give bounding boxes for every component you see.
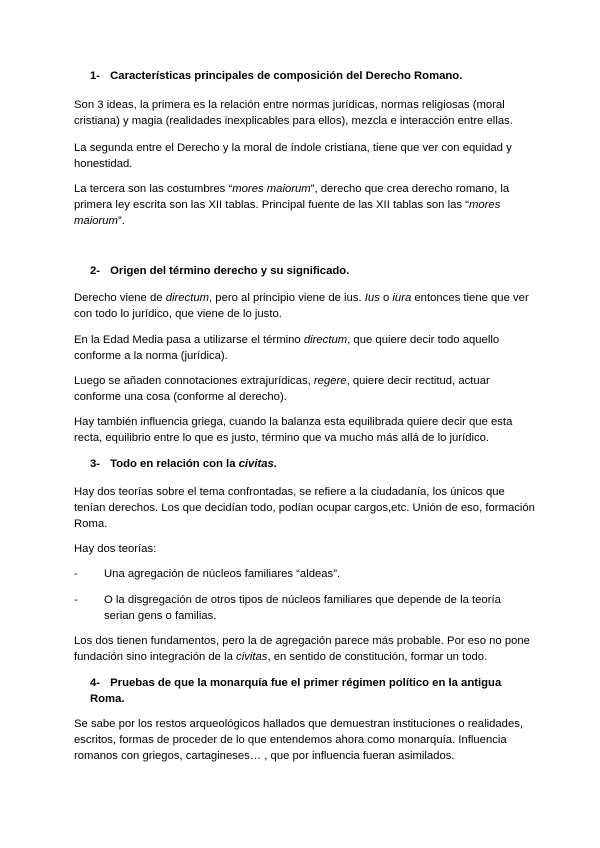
section-2-heading (90, 263, 530, 279)
bullet-dash: - (74, 594, 78, 606)
paragraph: Hay dos teorías sobre el tema confrontadas, se refiere a la ciudadanía, los únicos que tenían derechos. Los que decidían todo, podían ocupar cargos,etc. Unión de eso, formación Roma. (74, 486, 535, 530)
paragraph: Los dos tienen fundamentos, pero la de agregación parece más probable. Por eso no pone fundación sino integración de la civitas, en sentido de constitución, formar un todo. (74, 635, 530, 663)
section-4-heading (90, 675, 510, 707)
latin-term: Ius (364, 292, 380, 304)
paragraph: Hay dos teorías: (74, 543, 157, 555)
paragraph: Hay también influencia griega, cuando la balanza esta equilibrada quiere decir que esta recta, equilibrio entre lo que es justo, término que va mucho más allá de lo jurídico. (74, 416, 513, 444)
section-2-title: Origen del término derecho y su significado. (110, 265, 350, 277)
latin-term: mores maiorum (74, 199, 501, 227)
latin-term: mores maiorum (232, 183, 311, 195)
paragraph: Luego se añaden connotaciones extrajurídicas, regere, quiere decir rectitud, actuar conforme una cosa (conforme al derecho). (74, 375, 490, 403)
section-4-number: 4- (90, 677, 101, 689)
section-3-title: Todo en relación con la civitas. (110, 458, 277, 470)
paragraph: La tercera son las costumbres “mores maiorum”, derecho que crea derecho romano, la primera ley escrita son las XII tablas. Principal fuente de las XII tablas son las “mores maiorum”. (74, 183, 510, 227)
section-1-number: 1- (90, 70, 101, 82)
paragraph: En la Edad Media pasa a utilizarse el término directum, que quiere decir todo aquello conforme a la norma (jurídica). (74, 334, 500, 362)
paragraph: Derecho viene de directum, pero al principio viene de ius. Ius o iura entonces tiene que ver con todo lo jurídico, que viene de lo justo. (74, 292, 529, 320)
latin-term: civitas (238, 458, 274, 470)
latin-term: iura (392, 292, 412, 304)
paragraph: Son 3 ideas, la primera es la relación entre normas jurídicas, normas religiosas (moral cristiana) y magia (realidades inexplicables para ellos), mezcla e interacción entre ellas. (74, 99, 513, 127)
latin-term: regere (313, 375, 347, 387)
bullet-text: Una agregación de núcleos familiares “aldeas”. (104, 568, 341, 580)
paragraph: La segunda entre el Derecho y la moral de índole cristiana, tiene que ver con equidad y honestidad. (74, 142, 512, 170)
section-1-heading (90, 68, 530, 84)
latin-term: directum (303, 334, 348, 346)
latin-term: directum (165, 292, 210, 304)
bullet-text: O la disgregación de otros tipos de núcleos familiares que depende de la teoría serian gens o familias. (104, 594, 501, 622)
section-2-number: 2- (90, 265, 101, 277)
section-1-title: Características principales de composición del Derecho Romano. (110, 70, 463, 82)
paragraph: Se sabe por los restos arqueológicos hallados que demuestran instituciones o realidades, escritos, formas de proceder de lo que entendemos ahora como monarquía. Influencia romanos con griegos, cartagineses… , que por influencia fueran asimilados. (74, 718, 524, 762)
section-3-number: 3- (90, 458, 101, 470)
bullet-dash: - (74, 568, 78, 580)
section-3-heading (90, 456, 530, 472)
section-4-title: Pruebas de que la monarquía fue el primer régimen político en la antigua Roma. (90, 677, 502, 705)
latin-term: civitas (236, 651, 268, 663)
